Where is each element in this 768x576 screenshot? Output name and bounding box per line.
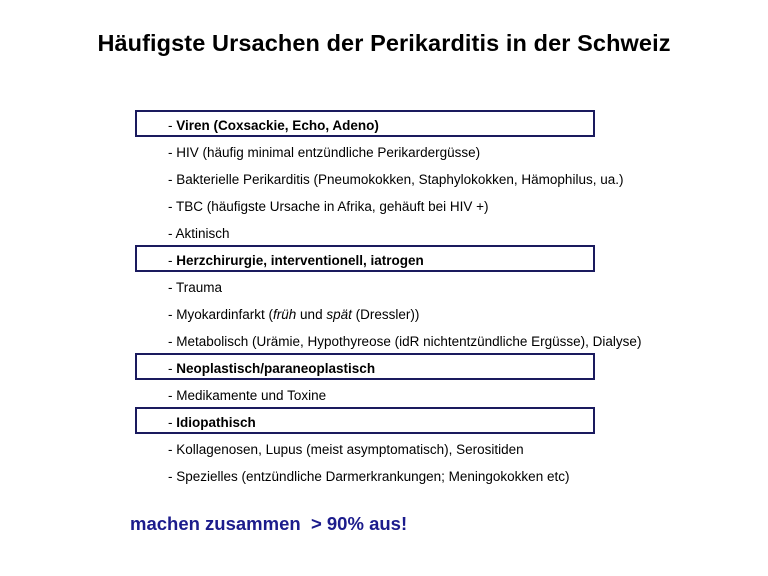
list-item-aktinisch: - Aktinisch: [168, 226, 230, 241]
list-item-hiv: - HIV (häufig minimal entzündliche Perikardergüsse): [168, 145, 481, 160]
list-item-myokardinfarkt: - Myokardinfarkt (früh und spät (Dressler)): [168, 307, 420, 322]
list-item-kollagenosen: - Kollagenosen, Lupus (meist asymptomatisch), Serositiden: [168, 442, 524, 457]
list-item-medikamente: - Medikamente und Toxine: [168, 388, 327, 403]
list-item-tbc: - TBC (häufigste Ursache in Afrika, gehäuft bei HIV +): [168, 199, 489, 214]
slide-title: Häufigste Ursachen der Perikarditis in der Schweiz: [97, 30, 671, 56]
list-item-viren: - Viren (Coxsackie, Echo, Adeno): [168, 118, 379, 133]
summary-text: machen zusammen > 90% aus!: [130, 513, 408, 534]
list-item-idiopathisch: - Idiopathisch: [168, 415, 256, 430]
list-item-bakterielle: - Bakterielle Perikarditis (Pneumokokken, Staphylokokken, Hämophilus, ua.): [168, 172, 624, 187]
list-item-metabolisch: - Metabolisch (Urämie, Hypothyreose (idR nichtentzündliche Ergüsse), Dialyse): [168, 334, 642, 349]
list-item-neoplastisch: - Neoplastisch/paraneoplastisch: [168, 361, 376, 376]
list-item-herzchirurgie: - Herzchirurgie, interventionell, iatrogen: [168, 253, 424, 268]
list-item-spezielles: - Spezielles (entzündliche Darmerkrankungen; Meningokokken etc): [168, 469, 570, 484]
list-item-trauma: - Trauma: [168, 280, 223, 295]
